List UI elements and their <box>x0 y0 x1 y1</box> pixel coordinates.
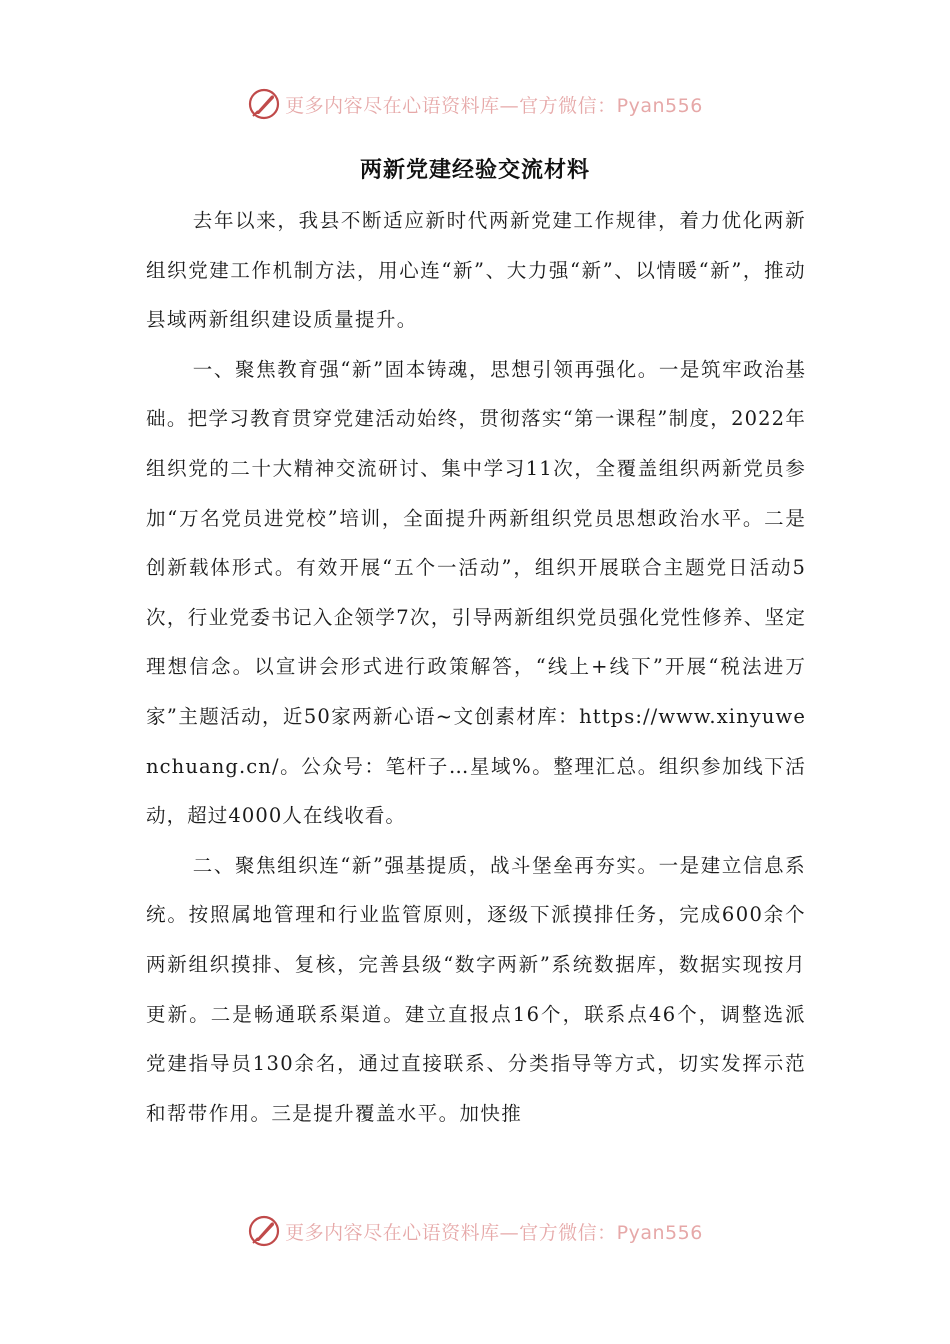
wechat-id: Pyan556 <box>616 1221 703 1244</box>
wechat-id: Pyan556 <box>616 94 703 117</box>
quill-logo-icon <box>247 87 281 121</box>
document-title: 两新党建经验交流材料 <box>359 158 590 183</box>
footer-watermark-banner <box>0 1211 950 1251</box>
paragraph-section-two: 二、聚焦组织连“新”强基提质，战斗堡垒再夯实。一是建立信息系统。按照属地管理和行业监管原则，逐级下派摸排任务，完成600余个两新组织摸排、复核，完善县级“数字两新”系统数据库，数据实现按月更新。二是畅通联系渠道。建立直报点16个，联系点46个，调整选派党建指导员130余名，通过直接联系、分类指导等方式，切实发挥示范和帮带作用。三是提升覆盖水平。加快推 <box>146 853 806 1125</box>
quill-logo-icon <box>247 1214 281 1248</box>
paragraph-section-one: 一、聚焦教育强“新”固本铸魂，思想引领再强化。一是筑牢政治基础。把学习教育贯穿党建活动始终，贯彻落实“第一课程”制度，2022年组织党的二十大精神交流研讨、集中学习11次，全覆盖组织两新党员参加“万名党员进党校”培训，全面提升两新组织党员思想政治水平。二是创新载体形式。有效开展“五个一活动”，组织开展联合主题党日活动5次，行业党委书记入企领学7次，引导两新组织党员强化党性修养、坚定理想信念。以宣讲会形式进行政策解答，“线上+线下”开展“税法进万家”主题活动，近50家两新心语~文创素材库：https://www.xinyuwenchuang.cn/。公众号：笔杆子…星域%。整理汇总。组织参加线下活动，超过4000人在线收看。 <box>146 357 806 828</box>
document-body <box>146 196 806 1138</box>
header-watermark-text: 更多内容尽在心语资料库—官方微信：Pyan556 <box>285 94 703 117</box>
paragraph-intro: 去年以来，我县不断适应新时代两新党建工作规律，着力优化两新组织党建工作机制方法，用心连“新”、大力强“新”、以情暖“新”，推动县域两新组织建设质量提升。 <box>146 209 806 332</box>
footer-watermark-text: 更多内容尽在心语资料库—官方微信：Pyan556 <box>285 1221 703 1244</box>
header-watermark-banner <box>0 84 950 124</box>
